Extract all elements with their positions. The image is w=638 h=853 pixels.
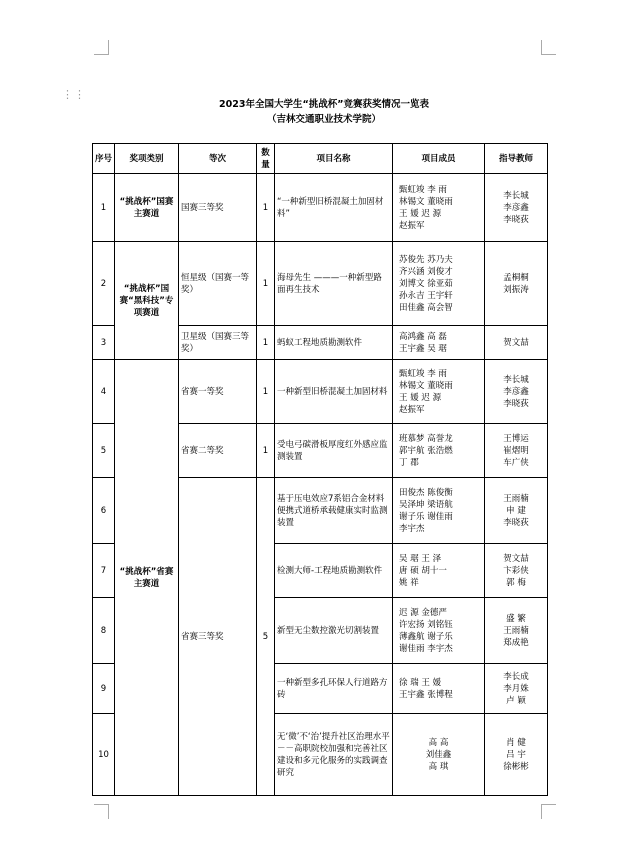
header-cell: 数量 (257, 144, 275, 174)
advisors (485, 714, 548, 796)
project-members (393, 598, 485, 664)
member-line: 吴 琚 王 泽 (399, 553, 442, 564)
advisors (485, 544, 548, 598)
member-line: 高鸿鑫 高 磊 (399, 331, 447, 342)
advisors (485, 478, 548, 544)
header-cell: 项目名称 (275, 144, 393, 174)
project-members (393, 544, 485, 598)
quantity: 1 (257, 242, 275, 326)
member-line: 王宇鑫 张博程 (399, 689, 453, 700)
advisor: 王雨楠 (503, 625, 529, 636)
project-name: 海母先生 ———一种新型路面再生技术 (275, 242, 393, 326)
project-name: 新型无尘数控激光切割装置 (275, 598, 393, 664)
quantity: 1 (257, 174, 275, 242)
advisors (485, 242, 548, 326)
member-line: 孙永吉 王宇轩 (399, 290, 453, 301)
advisors (485, 664, 548, 714)
table-move-handle-icon[interactable]: ⋮⋮ (62, 88, 86, 101)
table-row (93, 174, 548, 242)
advisor: 刘振涛 (503, 284, 529, 295)
advisor: 王博运 (503, 433, 529, 444)
awards-table (92, 143, 548, 796)
member-line: 高 琪 (428, 761, 449, 772)
quantity: 1 (257, 326, 275, 360)
member-line: 丁 郡 (399, 457, 419, 468)
project-members (393, 664, 485, 714)
member-line: 林锡文 董晓雨 (399, 380, 453, 391)
advisor: 李长城 (503, 374, 529, 385)
advisors (485, 598, 548, 664)
row-number: 6 (93, 478, 115, 544)
header-cell: 奖项类别 (115, 144, 179, 174)
member-line: 薄鑫航 谢子乐 (399, 631, 453, 642)
advisor: 李彦鑫 (503, 386, 529, 397)
document-subtitle: （吉林交通职业技术学院） (266, 114, 381, 125)
award-level: 国赛三等奖 (179, 174, 257, 242)
row-number: 3 (93, 326, 115, 360)
advisor: 申 建 (506, 505, 526, 516)
advisor: 贺文喆 (503, 553, 529, 564)
advisor: 孟桐桐 (503, 272, 529, 283)
advisor: 郭 梅 (506, 577, 526, 588)
advisor: 车广侠 (503, 457, 529, 468)
award-level: 省赛一等奖 (179, 360, 257, 424)
advisor: 李晓荻 (503, 214, 529, 225)
table-header-row (93, 144, 548, 174)
member-line: 姚 祥 (399, 577, 419, 588)
member-line: 郭宇航 张浩燃 (399, 445, 453, 456)
member-line: 谢子乐 谢佳雨 (399, 511, 453, 522)
row-number: 8 (93, 598, 115, 664)
member-line: 王 媛 迟 源 (399, 208, 442, 219)
project-members (393, 478, 485, 544)
award-level: 卫星级（国赛三等奖） (179, 326, 257, 360)
member-line: 徐 瑞 王 媛 (399, 677, 442, 688)
project-name: 基于压电效应7系铝合金材料便携式道桥承载健康实时监测装置 (275, 478, 393, 544)
member-line: 田佳鑫 高会智 (399, 302, 453, 313)
member-line: 许宏扬 刘铭钰 (399, 619, 453, 630)
advisor: 李晓荻 (503, 398, 529, 409)
member-line: 王宇鑫 吴 琚 (399, 343, 447, 354)
member-line: 齐兴涵 刘俊才 (399, 266, 453, 277)
advisor: 李晓荻 (503, 517, 529, 528)
project-name: 检测大师-工程地质勘测软件 (275, 544, 393, 598)
member-line: 李宇杰 (399, 523, 425, 534)
quantity: 1 (257, 360, 275, 424)
member-line: 谢佳雨 李宇杰 (399, 643, 453, 654)
advisor: 王雨楠 (503, 493, 529, 504)
advisor: 郑成艳 (503, 637, 529, 648)
member-line: 王 媛 迟 源 (399, 392, 442, 403)
advisor: 李月姝 (503, 683, 529, 694)
advisors (485, 326, 548, 360)
header-cell: 指导教师 (485, 144, 548, 174)
table-row (93, 242, 548, 326)
project-name: “一种新型旧桥混凝土加固材料” (275, 174, 393, 242)
row-number: 10 (93, 714, 115, 796)
project-name: 无‘微’不‘治’提升社区治理水平－－高职院校加强和完善社区建设和多元化服务的实践调查研究 (275, 714, 393, 796)
project-name: 一种新型旧桥混凝土加固材料 (275, 360, 393, 424)
award-level: 恒星级（国赛一等奖） (179, 242, 257, 326)
project-name: 受电弓碳滑板厚度红外感应监测装置 (275, 424, 393, 478)
row-number: 5 (93, 424, 115, 478)
table-row (93, 360, 548, 424)
advisor: 徐彬彬 (503, 761, 529, 772)
member-line: 田俊杰 陈俊衡 (399, 487, 453, 498)
header-cell: 项目成员 (393, 144, 485, 174)
project-members (393, 174, 485, 242)
row-number: 4 (93, 360, 115, 424)
award-category: “挑战杯”国赛主赛道 (115, 174, 179, 242)
member-line: 赵振军 (399, 220, 425, 231)
row-number: 7 (93, 544, 115, 598)
project-members (393, 360, 485, 424)
advisors (485, 360, 548, 424)
member-line: 刘博文 徐亚茹 (399, 278, 453, 289)
award-level: 省赛三等奖 (179, 478, 257, 796)
advisor: 贺文喆 (503, 337, 529, 348)
header-cell: 等次 (179, 144, 257, 174)
member-line: 苏俊先 苏乃夫 (399, 254, 453, 265)
project-members (393, 326, 485, 360)
advisor: 李长成 (503, 671, 529, 682)
member-line: 唐 硕 胡十一 (399, 565, 447, 576)
advisor: 李长城 (503, 190, 529, 201)
member-line: 吴泽坤 梁语航 (399, 499, 453, 510)
member-line: 赵振军 (399, 404, 425, 415)
row-number: 2 (93, 242, 115, 326)
page-corner-mark (541, 804, 556, 819)
member-line: 高 高 (428, 737, 449, 748)
project-members (393, 714, 485, 796)
advisors (485, 174, 548, 242)
advisor: 崔熠明 (503, 445, 529, 456)
project-name: 蚂蚁工程地质勘测软件 (275, 326, 393, 360)
page-corner-mark (94, 40, 109, 55)
award-category: “挑战杯”省赛主赛道 (115, 360, 179, 796)
page-corner-mark (94, 804, 109, 819)
project-name: 一种新型多孔环保人行道路方砖 (275, 664, 393, 714)
advisor: 盛 繁 (506, 613, 526, 624)
page-corner-mark (541, 40, 556, 55)
advisors (485, 424, 548, 478)
advisor: 卞彩侠 (503, 565, 529, 576)
advisor: 李彦鑫 (503, 202, 529, 213)
row-number: 1 (93, 174, 115, 242)
advisor: 肖 健 (506, 737, 526, 748)
quantity: 1 (257, 424, 275, 478)
member-line: 迟 源 金德严 (399, 607, 447, 618)
member-line: 甄虹竣 李 雨 (399, 184, 447, 195)
member-line: 甄虹竣 李 雨 (399, 368, 447, 379)
project-members (393, 242, 485, 326)
advisor: 卢 颖 (506, 695, 526, 706)
document-title: 2023年全国大学生“挑战杯”竞赛获奖情况一览表 (219, 99, 429, 110)
project-members (393, 424, 485, 478)
member-line: 班慕梦 高誉龙 (399, 433, 453, 444)
award-category: “挑战杯”国赛“黑科技”专项赛道 (115, 242, 179, 360)
member-line: 林锡文 董晓雨 (399, 196, 453, 207)
header-cell: 序号 (93, 144, 115, 174)
member-line: 刘佳鑫 (425, 749, 452, 760)
advisor: 吕 宇 (506, 749, 526, 760)
award-level: 省赛二等奖 (179, 424, 257, 478)
row-number: 9 (93, 664, 115, 714)
quantity: 5 (257, 478, 275, 796)
